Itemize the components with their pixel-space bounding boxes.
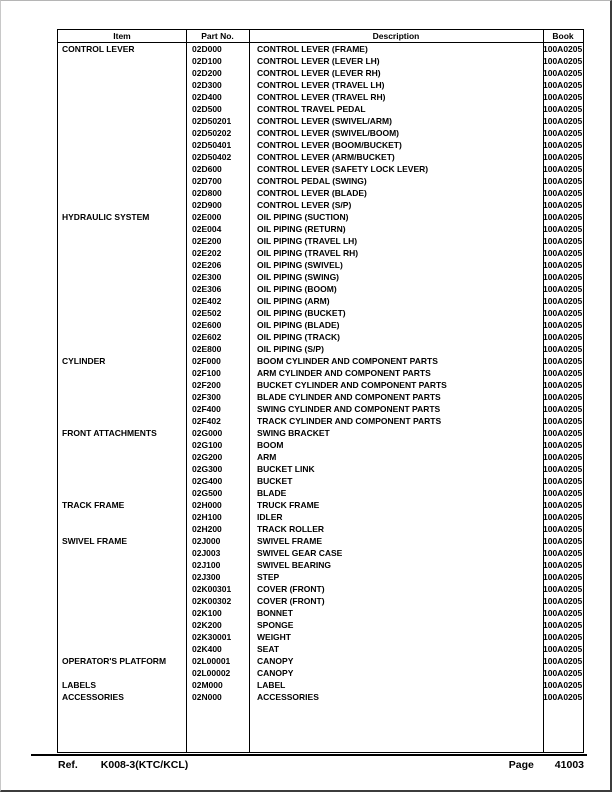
table-row <box>58 319 583 331</box>
table-row <box>58 391 583 403</box>
book-cell: 100A0205 <box>543 440 583 450</box>
item-cell <box>58 463 186 475</box>
item-cell: FRONT ATTACHMENTS <box>62 428 157 438</box>
book-cell: 100A0205 <box>543 248 583 258</box>
table-row <box>58 583 583 595</box>
description-cell: SWING CYLINDER AND COMPONENT PARTS <box>257 404 441 414</box>
book-cell: 100A0205 <box>543 596 583 606</box>
part-no-cell: 02L00002 <box>192 668 231 678</box>
ref-label: Ref. <box>58 759 78 771</box>
item-cell: CONTROL LEVER <box>62 44 135 54</box>
book-cell: 100A0205 <box>543 200 583 210</box>
description-cell: OIL PIPING (TRAVEL LH) <box>257 236 358 246</box>
description-cell: SWIVEL FRAME <box>257 536 323 546</box>
table-row <box>58 643 583 655</box>
table-row <box>58 499 583 511</box>
description-cell: CONTROL LEVER (S/P) <box>257 200 352 210</box>
book-cell: 100A0205 <box>543 320 583 330</box>
footer-divider <box>31 754 587 756</box>
item-cell <box>58 343 186 355</box>
header-item: Item <box>113 31 131 41</box>
table-row <box>58 115 583 127</box>
table-row <box>58 235 583 247</box>
part-no-cell: 02K00301 <box>192 584 232 594</box>
description-cell: SWING BRACKET <box>257 428 330 438</box>
table-row <box>58 475 583 487</box>
description-cell: SPONGE <box>257 620 294 630</box>
book-cell: 100A0205 <box>543 632 583 642</box>
description-cell: ARM <box>257 452 277 462</box>
part-no-cell: 02F000 <box>192 356 221 366</box>
item-cell <box>58 559 186 571</box>
part-no-cell: 02D700 <box>192 176 222 186</box>
description-cell: CONTROL LEVER (SWIVEL/ARM) <box>257 116 392 126</box>
book-cell: 100A0205 <box>543 332 583 342</box>
footer-reference <box>58 759 188 771</box>
book-cell: 100A0205 <box>543 548 583 558</box>
book-cell: 100A0205 <box>543 212 583 222</box>
part-no-cell: 02J003 <box>192 548 221 558</box>
item-cell <box>58 667 186 679</box>
description-cell: OIL PIPING (SUCTION) <box>257 212 349 222</box>
book-cell: 100A0205 <box>543 656 583 666</box>
book-cell: 100A0205 <box>543 260 583 270</box>
part-no-cell: 02J300 <box>192 572 221 582</box>
part-no-cell: 02E000 <box>192 212 222 222</box>
description-cell: CONTROL LEVER (SAFETY LOCK LEVER) <box>257 164 429 174</box>
part-no-cell: 02K00302 <box>192 596 232 606</box>
description-cell: CANOPY <box>257 668 294 678</box>
table-row <box>58 91 583 103</box>
part-no-cell: 02G300 <box>192 464 223 474</box>
part-no-cell: 02F400 <box>192 404 221 414</box>
book-cell: 100A0205 <box>543 284 583 294</box>
book-cell: 100A0205 <box>543 56 583 66</box>
table-row <box>58 343 583 355</box>
description-cell: SEAT <box>257 644 280 654</box>
book-cell: 100A0205 <box>543 356 583 366</box>
page-number: 41003 <box>554 759 584 771</box>
header-description: Description <box>372 31 420 41</box>
book-cell: 100A0205 <box>543 680 583 690</box>
part-no-cell: 02E600 <box>192 320 222 330</box>
part-no-cell: 02E202 <box>192 248 222 258</box>
description-cell: CONTROL LEVER (ARM/BUCKET) <box>257 152 395 162</box>
description-cell: CONTROL LEVER (TRAVEL LH) <box>257 80 385 90</box>
part-no-cell: 02K400 <box>192 644 222 654</box>
item-cell <box>58 151 186 163</box>
part-no-cell: 02F402 <box>192 416 221 426</box>
part-no-cell: 02G200 <box>192 452 223 462</box>
part-no-cell: 02F200 <box>192 380 221 390</box>
book-cell: 100A0205 <box>543 692 583 702</box>
table-row <box>58 67 583 79</box>
part-no-cell: 02K30001 <box>192 632 232 642</box>
part-no-cell: 02E300 <box>192 272 222 282</box>
part-no-cell: 02E306 <box>192 284 222 294</box>
part-no-cell: 02K200 <box>192 620 222 630</box>
description-cell: OIL PIPING (BUCKET) <box>257 308 346 318</box>
header-part-no: Part No. <box>201 31 234 41</box>
part-no-cell: 02E200 <box>192 236 222 246</box>
part-no-cell: 02D300 <box>192 80 222 90</box>
item-cell <box>58 235 186 247</box>
book-cell: 100A0205 <box>543 176 583 186</box>
part-no-cell: 02J100 <box>192 560 221 570</box>
item-cell <box>58 79 186 91</box>
description-cell: STEP <box>257 572 280 582</box>
book-cell: 100A0205 <box>543 128 583 138</box>
book-cell: 100A0205 <box>543 272 583 282</box>
description-cell: TRUCK FRAME <box>257 500 320 510</box>
part-no-cell: 02D50201 <box>192 116 232 126</box>
table-row <box>58 223 583 235</box>
table-row <box>58 463 583 475</box>
book-cell: 100A0205 <box>543 140 583 150</box>
item-cell <box>58 547 186 559</box>
table-row <box>58 295 583 307</box>
item-cell <box>58 583 186 595</box>
table-row <box>58 571 583 583</box>
item-cell <box>58 403 186 415</box>
book-cell: 100A0205 <box>543 584 583 594</box>
book-cell: 100A0205 <box>543 572 583 582</box>
item-cell <box>58 571 186 583</box>
table-row <box>58 427 583 439</box>
book-cell: 100A0205 <box>543 296 583 306</box>
part-no-cell: 02D200 <box>192 68 222 78</box>
description-cell: IDLER <box>257 512 283 522</box>
table-row <box>58 631 583 643</box>
part-no-cell: 02E402 <box>192 296 222 306</box>
item-cell: SWIVEL FRAME <box>62 536 128 546</box>
table-header-row <box>58 30 583 43</box>
table-row <box>58 55 583 67</box>
part-no-cell: 02G000 <box>192 428 223 438</box>
description-cell: CONTROL LEVER (TRAVEL RH) <box>257 92 386 102</box>
part-no-cell: 02E004 <box>192 224 222 234</box>
book-cell: 100A0205 <box>543 380 583 390</box>
book-cell: 100A0205 <box>543 92 583 102</box>
description-cell: BUCKET LINK <box>257 464 315 474</box>
book-cell: 100A0205 <box>543 476 583 486</box>
book-cell: 100A0205 <box>543 464 583 474</box>
header-book: Book <box>552 31 574 41</box>
description-cell: BUCKET <box>257 476 293 486</box>
description-cell: CONTROL LEVER (LEVER RH) <box>257 68 381 78</box>
table-row <box>58 331 583 343</box>
table-row <box>58 655 583 667</box>
item-cell <box>58 619 186 631</box>
book-cell: 100A0205 <box>543 116 583 126</box>
description-cell: COVER (FRONT) <box>257 584 325 594</box>
table-row <box>58 619 583 631</box>
book-cell: 100A0205 <box>543 80 583 90</box>
item-cell: OPERATOR'S PLATFORM <box>62 656 167 666</box>
part-no-cell: 02G400 <box>192 476 223 486</box>
item-cell <box>58 247 186 259</box>
book-cell: 100A0205 <box>543 512 583 522</box>
part-no-cell: 02G100 <box>192 440 223 450</box>
description-cell: OIL PIPING (TRAVEL RH) <box>257 248 359 258</box>
table-row <box>58 79 583 91</box>
description-cell: ARM CYLINDER AND COMPONENT PARTS <box>257 368 431 378</box>
book-cell: 100A0205 <box>543 452 583 462</box>
item-cell: LABELS <box>62 680 96 690</box>
part-no-cell: 02E800 <box>192 344 222 354</box>
table-row <box>58 523 583 535</box>
part-no-cell: 02D100 <box>192 56 222 66</box>
item-cell <box>58 283 186 295</box>
book-cell: 100A0205 <box>543 224 583 234</box>
book-cell: 100A0205 <box>543 152 583 162</box>
item-cell <box>58 643 186 655</box>
table-row <box>58 151 583 163</box>
part-no-cell: 02D500 <box>192 104 222 114</box>
table-row <box>58 607 583 619</box>
book-cell: 100A0205 <box>543 404 583 414</box>
part-no-cell: 02E602 <box>192 332 222 342</box>
description-cell: SWIVEL GEAR CASE <box>257 548 343 558</box>
description-cell: WEIGHT <box>257 632 291 642</box>
description-cell: CONTROL PEDAL (SWING) <box>257 176 367 186</box>
book-cell: 100A0205 <box>543 500 583 510</box>
part-no-cell: 02L00001 <box>192 656 231 666</box>
table-row <box>58 127 583 139</box>
book-cell: 100A0205 <box>543 44 583 54</box>
item-cell <box>58 307 186 319</box>
description-cell: OIL PIPING (ARM) <box>257 296 330 306</box>
item-cell <box>58 367 186 379</box>
part-no-cell: 02D000 <box>192 44 222 54</box>
item-cell <box>58 487 186 499</box>
description-cell: BONNET <box>257 608 293 618</box>
book-cell: 100A0205 <box>543 488 583 498</box>
part-no-cell: 02D600 <box>192 164 222 174</box>
item-cell <box>58 475 186 487</box>
description-cell: CONTROL LEVER (BOOM/BUCKET) <box>257 140 402 150</box>
item-cell <box>58 331 186 343</box>
table-row <box>58 355 583 367</box>
part-no-cell: 02D400 <box>192 92 222 102</box>
item-cell: HYDRAULIC SYSTEM <box>62 212 150 222</box>
book-cell: 100A0205 <box>543 368 583 378</box>
table-row <box>58 379 583 391</box>
footer-page <box>509 759 584 771</box>
book-cell: 100A0205 <box>543 344 583 354</box>
book-cell: 100A0205 <box>543 392 583 402</box>
item-cell <box>58 319 186 331</box>
table-row <box>58 367 583 379</box>
table-row <box>58 679 583 691</box>
item-cell <box>58 199 186 211</box>
part-no-cell: 02D50402 <box>192 152 232 162</box>
item-cell: CYLINDER <box>62 356 106 366</box>
table-row <box>58 283 583 295</box>
part-no-cell: 02F100 <box>192 368 221 378</box>
item-cell <box>58 595 186 607</box>
book-cell: 100A0205 <box>543 608 583 618</box>
item-cell <box>58 439 186 451</box>
book-cell: 100A0205 <box>543 560 583 570</box>
table-row <box>58 271 583 283</box>
table-row <box>58 199 583 211</box>
table-row <box>58 415 583 427</box>
book-cell: 100A0205 <box>543 188 583 198</box>
description-cell: CONTROL TRAVEL PEDAL <box>257 104 366 114</box>
item-cell <box>58 103 186 115</box>
book-cell: 100A0205 <box>543 536 583 546</box>
item-cell <box>58 271 186 283</box>
item-cell <box>58 511 186 523</box>
item-cell <box>58 55 186 67</box>
part-no-cell: 02H100 <box>192 512 222 522</box>
description-cell: CONTROL LEVER (SWIVEL/BOOM) <box>257 128 399 138</box>
description-cell: TRACK ROLLER <box>257 524 325 534</box>
parts-table-body <box>58 43 583 703</box>
part-no-cell: 02N000 <box>192 692 222 702</box>
part-no-cell: 02D800 <box>192 188 222 198</box>
table-row <box>58 103 583 115</box>
description-cell: BUCKET CYLINDER AND COMPONENT PARTS <box>257 380 447 390</box>
item-cell <box>58 631 186 643</box>
table-row <box>58 187 583 199</box>
part-no-cell: 02G500 <box>192 488 223 498</box>
part-no-cell: 02D900 <box>192 200 222 210</box>
table-row <box>58 163 583 175</box>
book-cell: 100A0205 <box>543 428 583 438</box>
item-cell <box>58 115 186 127</box>
item-cell <box>58 175 186 187</box>
book-cell: 100A0205 <box>543 416 583 426</box>
description-cell: CONTROL LEVER (BLADE) <box>257 188 367 198</box>
item-cell <box>58 607 186 619</box>
table-row <box>58 547 583 559</box>
table-row <box>58 667 583 679</box>
part-no-cell: 02F300 <box>192 392 221 402</box>
description-cell: CONTROL LEVER (LEVER LH) <box>257 56 380 66</box>
book-cell: 100A0205 <box>543 68 583 78</box>
ref-value: K008-3(KTC/KCL) <box>100 759 189 771</box>
book-cell: 100A0205 <box>543 236 583 246</box>
item-cell <box>58 523 186 535</box>
table-row <box>58 175 583 187</box>
description-cell: BLADE CYLINDER AND COMPONENT PARTS <box>257 392 441 402</box>
table-row <box>58 691 583 703</box>
description-cell: OIL PIPING (RETURN) <box>257 224 346 234</box>
book-cell: 100A0205 <box>543 308 583 318</box>
item-cell <box>58 187 186 199</box>
part-no-cell: 02D50401 <box>192 140 232 150</box>
table-row <box>58 595 583 607</box>
table-row <box>58 211 583 223</box>
item-cell: TRACK FRAME <box>62 500 125 510</box>
item-cell: ACCESSORIES <box>62 692 124 702</box>
item-cell <box>58 259 186 271</box>
table-row <box>58 535 583 547</box>
description-cell: SWIVEL BEARING <box>257 560 331 570</box>
book-cell: 100A0205 <box>543 620 583 630</box>
part-no-cell: 02H000 <box>192 500 222 510</box>
description-cell: OIL PIPING (SWIVEL) <box>257 260 343 270</box>
description-cell: CONTROL LEVER (FRAME) <box>257 44 368 54</box>
page-footer <box>58 759 584 771</box>
book-cell: 100A0205 <box>543 524 583 534</box>
part-no-cell: 02H200 <box>192 524 222 534</box>
part-no-cell: 02K100 <box>192 608 222 618</box>
book-cell: 100A0205 <box>543 104 583 114</box>
item-cell <box>58 163 186 175</box>
table-row <box>58 487 583 499</box>
book-cell: 100A0205 <box>543 164 583 174</box>
description-cell: ACCESSORIES <box>257 692 319 702</box>
table-row <box>58 139 583 151</box>
item-cell <box>58 295 186 307</box>
item-cell <box>58 391 186 403</box>
part-no-cell: 02M000 <box>192 680 223 690</box>
item-cell <box>58 451 186 463</box>
item-cell <box>58 379 186 391</box>
description-cell: TRACK CYLINDER AND COMPONENT PARTS <box>257 416 442 426</box>
description-cell: BLADE <box>257 488 287 498</box>
part-no-cell: 02E502 <box>192 308 222 318</box>
table-row <box>58 511 583 523</box>
description-cell: OIL PIPING (BLADE) <box>257 320 340 330</box>
description-cell: LABEL <box>257 680 286 690</box>
item-cell <box>58 139 186 151</box>
item-cell <box>58 223 186 235</box>
table-row <box>58 439 583 451</box>
page-label: Page <box>508 759 534 771</box>
table-row <box>58 259 583 271</box>
table-row <box>58 559 583 571</box>
table-row <box>58 307 583 319</box>
description-cell: OIL PIPING (S/P) <box>257 344 324 354</box>
table-row <box>58 247 583 259</box>
description-cell: CANOPY <box>257 656 294 666</box>
item-cell <box>58 67 186 79</box>
table-row <box>58 403 583 415</box>
parts-table <box>57 29 584 753</box>
part-no-cell: 02D50202 <box>192 128 232 138</box>
part-no-cell: 02E206 <box>192 260 222 270</box>
book-cell: 100A0205 <box>543 644 583 654</box>
item-cell <box>58 127 186 139</box>
table-row <box>58 43 583 55</box>
table-row <box>58 451 583 463</box>
description-cell: BOOM CYLINDER AND COMPONENT PARTS <box>257 356 438 366</box>
description-cell: BOOM <box>257 440 284 450</box>
item-cell <box>58 91 186 103</box>
description-cell: COVER (FRONT) <box>257 596 325 606</box>
item-cell <box>58 415 186 427</box>
book-cell: 100A0205 <box>543 668 583 678</box>
description-cell: OIL PIPING (SWING) <box>257 272 340 282</box>
description-cell: OIL PIPING (TRACK) <box>257 332 340 342</box>
part-no-cell: 02J000 <box>192 536 221 546</box>
description-cell: OIL PIPING (BOOM) <box>257 284 337 294</box>
